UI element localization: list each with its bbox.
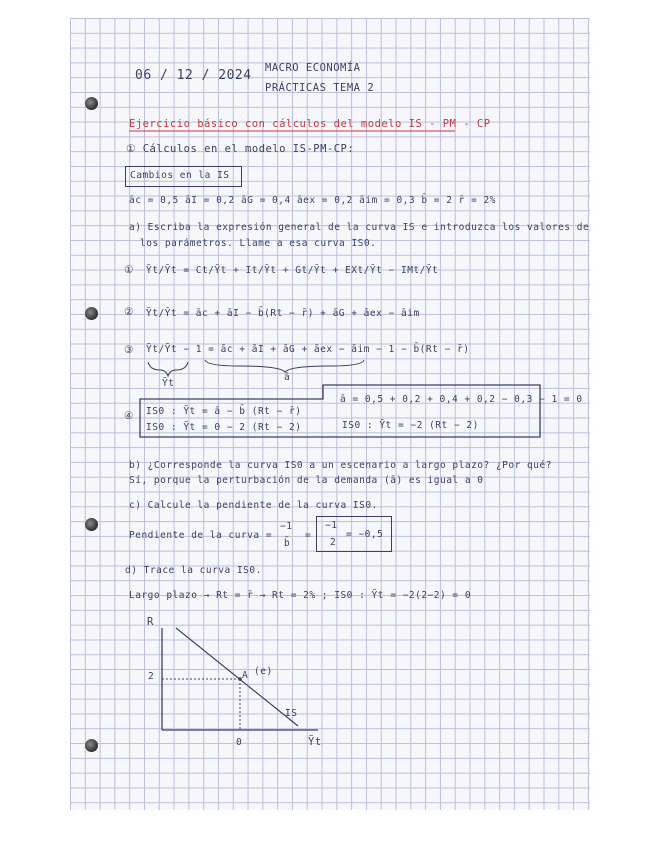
step-3-equation: Ỹt/Ȳt − 1 = āc + āI + āG + āex − āim − 1 − b̄(Rt − r̄) xyxy=(146,344,470,355)
question-b: b) ¿Corresponde la curva IS0 a un escenario a largo plazo? ¿Por qué? xyxy=(129,460,552,471)
graph-x-tick-label: 0 xyxy=(236,737,243,748)
step-3-marker: ③ xyxy=(124,344,134,356)
step-1-equation: Ỹt/Ȳt = Ct/Ȳt + It/Ȳt + Gt/Ȳt + EXt/Ȳt − IMt/Ȳt xyxy=(146,265,439,276)
point-a-marker xyxy=(238,677,242,681)
step-4-marker: ④ xyxy=(124,410,134,422)
graph-point-note: (e) xyxy=(254,666,273,677)
step-4-box xyxy=(140,385,540,437)
answer-b: Sí, porque la perturbación de la demanda (ā) es igual a 0 xyxy=(129,475,484,486)
slope-result: = −0,5 xyxy=(346,529,384,540)
abar-computation: ā = 0,5 + 0,2 + 0,4 + 0,2 − 0,3 − 1 = 0 xyxy=(340,394,583,405)
graph-curve-label: IS xyxy=(285,708,298,719)
question-c: c) Calcule la pendiente de la curva IS0. xyxy=(129,500,378,511)
question-a-line2: los parámetros. Llame a esa curva IS0. xyxy=(140,238,377,249)
slope-label: Pendiente de la curva = xyxy=(129,530,273,541)
practice-title: PRÁCTICAS TEMA 2 xyxy=(265,82,375,94)
is0-substituted: IS0 : Ỹt = 0 − 2 (Rt − 2) xyxy=(146,422,302,433)
graph-y-axis-label: R xyxy=(147,616,154,628)
slope-fraction-denominator: b̄ xyxy=(284,538,291,549)
graph-x-axis-label: Ỹt xyxy=(308,736,322,748)
exercise-title: Ejercicio básico con cálculos del modelo IS - PM - CP xyxy=(129,118,491,130)
subject: MACRO ECONOMÍA xyxy=(265,62,361,74)
slope-fraction-numerator: −1 xyxy=(280,521,293,532)
parameters-line: āc = 0,5 āI = 0,2 āG = 0,4 āex = 0,2 āim = 0,3 b̄ = 2 r̄ = 2% xyxy=(129,195,496,206)
long-run-calculation: Largo plazo → Rt = r̄ → Rt = 2% ; IS0 : Ỹt = −2(2−2) = 0 xyxy=(129,590,472,601)
equals-sign: = xyxy=(305,530,312,541)
changes-box-label: Cambios en la IS xyxy=(130,170,230,181)
is-curve-line xyxy=(176,628,298,726)
step-3-brace-label-left: Ỹt xyxy=(162,378,175,389)
graph-point-label: A xyxy=(242,670,249,681)
brace-left xyxy=(148,362,188,376)
question-d: d) Trace la curva IS0. xyxy=(125,565,262,576)
question-a-line1: a) Escriba la expresión general de la curva IS e introduzca los valores de xyxy=(129,222,590,233)
step-2-marker: ② xyxy=(124,306,134,318)
slope-fraction2-denominator: 2 xyxy=(330,537,337,548)
brace-right xyxy=(205,360,364,372)
is0-general: IS0 : Ỹt = ā − b̄ (Rt − r̄) xyxy=(146,406,302,417)
date: 06 / 12 / 2024 xyxy=(135,68,252,83)
step-3-brace-label-right: ā xyxy=(284,372,291,383)
step-1-marker: ① xyxy=(124,264,134,276)
graph-y-tick-label: 2 xyxy=(148,671,155,682)
is0-result: IS0 : Ỹt = −2 (Rt − 2) xyxy=(342,420,479,431)
step-2-equation: Ỹt/Ȳt = āc + āI − b̄(Rt − r̄) + āG + āex − āim xyxy=(146,308,420,319)
section-1-heading: ① Cálculos en el modelo IS-PM-CP: xyxy=(126,143,355,155)
slope-fraction2-numerator: −1 xyxy=(325,520,338,531)
